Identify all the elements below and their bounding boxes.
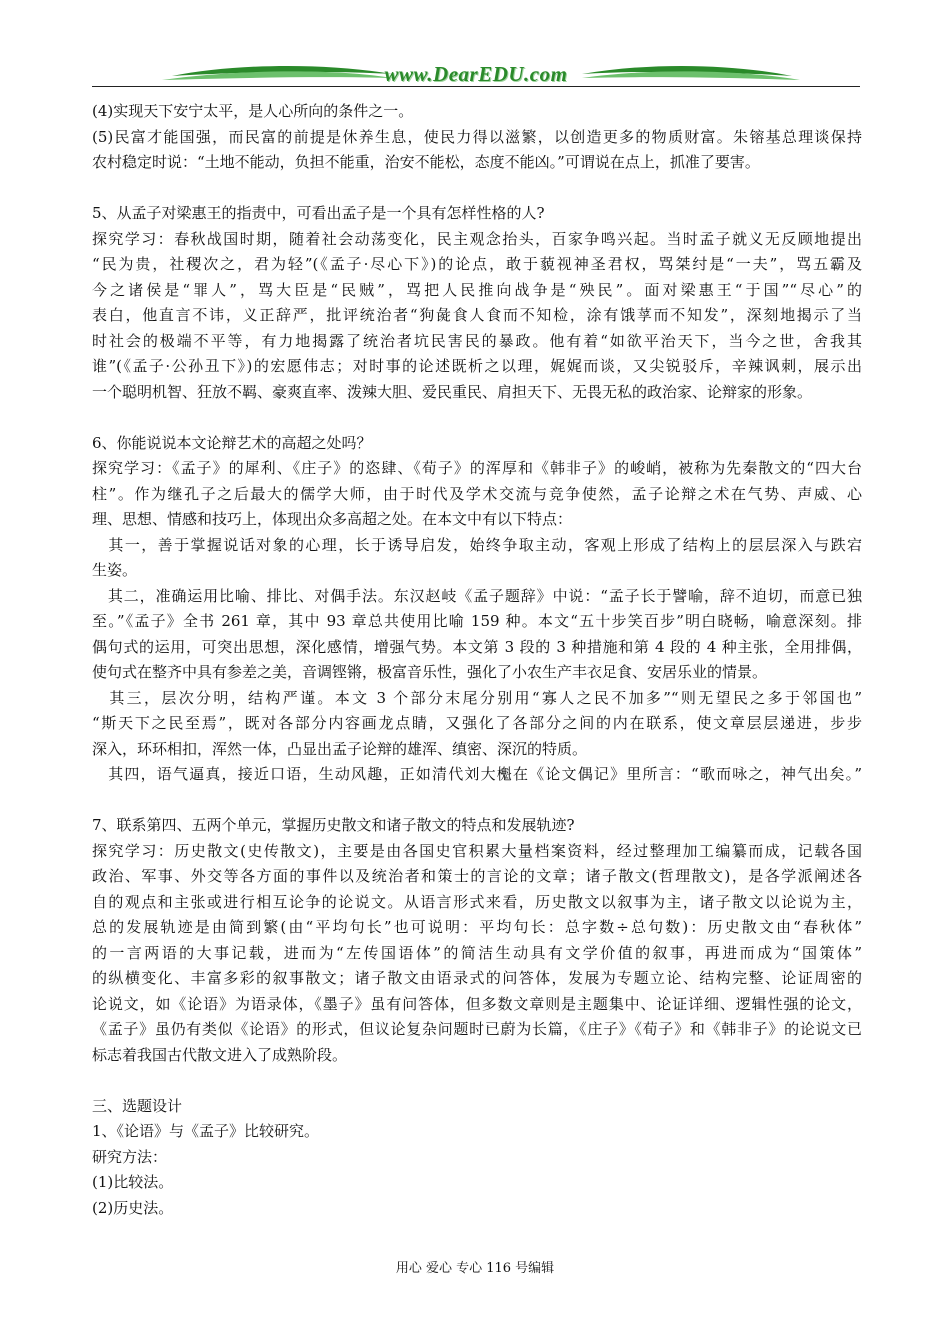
text-line: 其一，善于掌握说话对象的心理，长于诱导启发，始终争取主动，客观上形成了结构上的层层深入与跌宕	[92, 535, 862, 554]
text-line: 《孟子》虽仍有类似《论语》的形式，但议论复杂问题时已蔚为长篇，《庄子》《荀子》和《韩非子》的论说文已	[92, 1020, 862, 1038]
text-line: 表白，他直言不讳，义正辞严，批评统治者“狗彘食人食而不知检，涂有饿莩而不知发”，深刻地揭示了当	[92, 306, 862, 324]
text-line: 总的发展轨迹是由简到繁(由“平均句长”也可说明：平均句长：总字数÷总句数)：历史散文由“春秋体”	[92, 918, 862, 936]
text-line: 柱”。作为继孔子之后最大的儒学大师，由于时代及学术交流与竞争使然，孟子论辩之术在气势、声威、心	[92, 484, 862, 503]
text-line: 政治、军事、外交等各方面的事件以及统治者和策士的言论的文章；诸子散文(哲理散文)，是各学派阐述各	[92, 867, 862, 885]
text-line: 一个聪明机智、狂放不羁、豪爽直率、泼辣大胆、爱民重民、肩担天下、无畏无私的政治家、论辩家的形象。	[92, 382, 813, 401]
blank-line	[92, 1068, 862, 1094]
page-footer: 用心 爱心 专心 116 号编辑	[395, 1261, 555, 1276]
text-line: (2)历史法。	[92, 1198, 174, 1217]
header-rule	[92, 86, 860, 87]
text-line: 自的观点和主张或进行相互论争的论说文。从语言形式来看，历史散文以叙事为主，诸子散文以论说为主，	[92, 892, 862, 911]
text-line: 论说文，如《论语》为语录体，《墨子》虽有问答体，但多数文章则是主题集中、论证详细、逻辑性强的论文，	[92, 994, 862, 1013]
text-line: 其四，语气逼真，接近口语，生动风趣，正如清代刘大櫆在《论文偶记》里所言：“歌而咏之，神气出矣。”	[92, 765, 862, 783]
blank-line	[92, 405, 862, 431]
text-line: 理、思想、情感和技巧上，体现出众多高超之处。在本文中有以下特点：	[92, 510, 573, 528]
text-line: 农村稳定时说：“土地不能动，负担不能重，治安不能松，态度不能凶。”可谓说在点上，抓准了要害。	[92, 153, 760, 171]
text-line: (1)比较法。	[92, 1173, 174, 1191]
text-line: “民为贵，社稷次之，君为轻”(《孟子·尽心下》)的论点，敢于藐视神圣君权，骂桀纣是“一夫”，骂五霸及	[92, 255, 862, 273]
text-line: (5)民富才能国强，而民富的前提是休养生息，使民力得以滋繁，以创造更多的物质财富。朱镕基总理谈保持	[92, 127, 862, 146]
blank-line	[92, 788, 862, 814]
text-line: 标志着我国古代散文进入了成熟阶段。	[92, 1045, 348, 1064]
text-line: 研究方法：	[92, 1147, 168, 1166]
text-line: 偶句式的运用，可突出思想，深化感情，增强气势。本文第 3 段的 3 种措施和第 4 段的 4 种主张，全用排偶，	[92, 637, 862, 656]
text-line: 1、《论语》与《孟子》比较研究。	[92, 1122, 320, 1140]
text-line: 其二，准确运用比喻、排比、对偶手法。东汉赵岐《孟子题辞》中说：“孟子长于譬喻，辞不迫切，而意已独	[92, 586, 862, 605]
text-line: 探究学习：历史散文(史传散文)，主要是由各国史官积累大量档案资料，经过整理加工编纂而成，记载各国	[92, 841, 862, 860]
text-line: 6、你能说说本文论辩艺术的高超之处吗？	[92, 433, 372, 452]
text-line: 7、联系第四、五两个单元，掌握历史散文和诸子散文的特点和发展轨迹?	[92, 816, 575, 834]
text-line: 时社会的极端不平等，有力地揭露了统治者坑民害民的暴政。他有着“如欲平治天下，当今之世，舍我其	[92, 331, 862, 350]
text-line: 探究学习：春秋战国时期，随着社会动荡变化，民主观念抬头，百家争鸣兴起。当时孟子就义无反顾地提出	[92, 229, 862, 248]
text-line: 深入，环环相扣，浑然一体，凸显出孟子论辩的雄浑、缜密、深沉的特质。	[92, 739, 588, 758]
page-header	[92, 56, 860, 92]
text-line: 谁”(《孟子·公孙丑下》)的宏愿伟志；对时事的论述既析之以理，娓娓而谈，又尖锐驳斥，辛辣讽刺，展示出	[92, 357, 862, 375]
text-line: 今之诸侯是“罪人”，骂大臣是“民贼”，骂把人民推向战争是“殃民”。面对梁惠王“于国”“尽心”的	[92, 280, 862, 299]
blank-line	[92, 176, 862, 202]
text-line: 探究学习：《孟子》的犀利、《庄子》的恣肆、《荀子》的浑厚和《韩非子》的峻峭，被称为先秦散文的“四大台	[92, 459, 862, 477]
text-line: 其三，层次分明，结构严谨。本文 3 个部分末尾分别用“寡人之民不加多”“则无望民之多于邻国也”	[92, 688, 862, 707]
document-body	[92, 99, 862, 1221]
site-logo[interactable]: www.DearEDU.com	[384, 62, 568, 86]
text-line: 的纵横变化、丰富多彩的叙事散文；诸子散文由语录式的问答体，发展为专题立论、结构完整、论证周密的	[92, 969, 862, 987]
text-line: 三、选题设计	[92, 1096, 183, 1115]
text-line: 5、从孟子对梁惠王的指责中，可看出孟子是一个具有怎样性格的人?	[92, 204, 545, 222]
text-line: 生姿。	[92, 561, 138, 579]
text-line: (4)实现天下安宁太平，是人心所向的条件之一。	[92, 102, 414, 120]
text-line: 使句式在整齐中具有参差之美，音调铿锵，极富音乐性，强化了小农生产丰衣足食、安居乐业的情景。	[92, 663, 768, 681]
text-line: 的一言两语的大事记载，进而为“左传国语体”的简洁生动具有文学价值的叙事，再进而成为“国策体”	[92, 943, 862, 962]
text-line: 至。”《孟子》全书 261 章，其中 93 章总共使用比喻 159 种。本文“五十步笑百步”明白晓畅，喻意深刻。排	[92, 612, 862, 630]
text-line: “斯天下之民至焉”，既对各部分内容画龙点睛，又强化了各部分之间的内在联系，使文章层层递进，步步	[92, 714, 862, 732]
